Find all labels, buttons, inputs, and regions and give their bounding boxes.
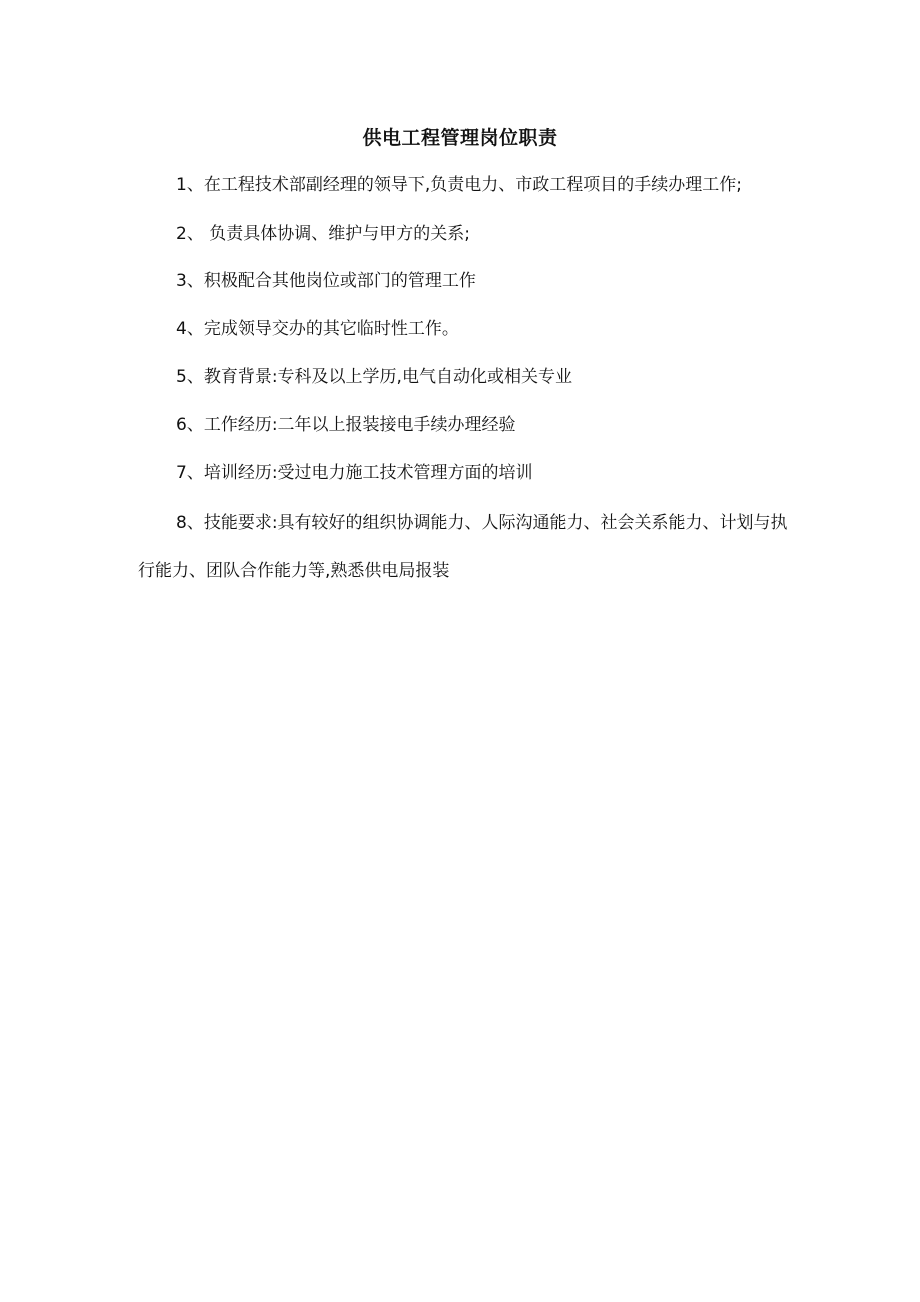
list-item: 6、工作经历:二年以上报装接电手续办理经验: [176, 415, 516, 435]
list-item: 8、技能要求:具有较好的组织协调能力、人际沟通能力、社会关系能力、计划与执行能力、团队合作能力等,熟悉供电局报装: [138, 513, 788, 581]
document-title: 供电工程管理岗位职责: [362, 127, 558, 149]
list-item: 3、积极配合其他岗位或部门的管理工作: [176, 271, 476, 291]
list-item: 1、在工程技术部副经理的领导下,负责电力、市政工程项目的手续办理工作;: [176, 175, 742, 195]
list-item: 2、 负责具体协调、维护与甲方的关系;: [176, 224, 470, 244]
list-item: 5、教育背景:专科及以上学历,电气自动化或相关专业: [176, 367, 572, 387]
list-item: 4、完成领导交办的其它临时性工作。: [176, 319, 459, 339]
list-item: 7、培训经历:受过电力施工技术管理方面的培训: [176, 463, 533, 483]
